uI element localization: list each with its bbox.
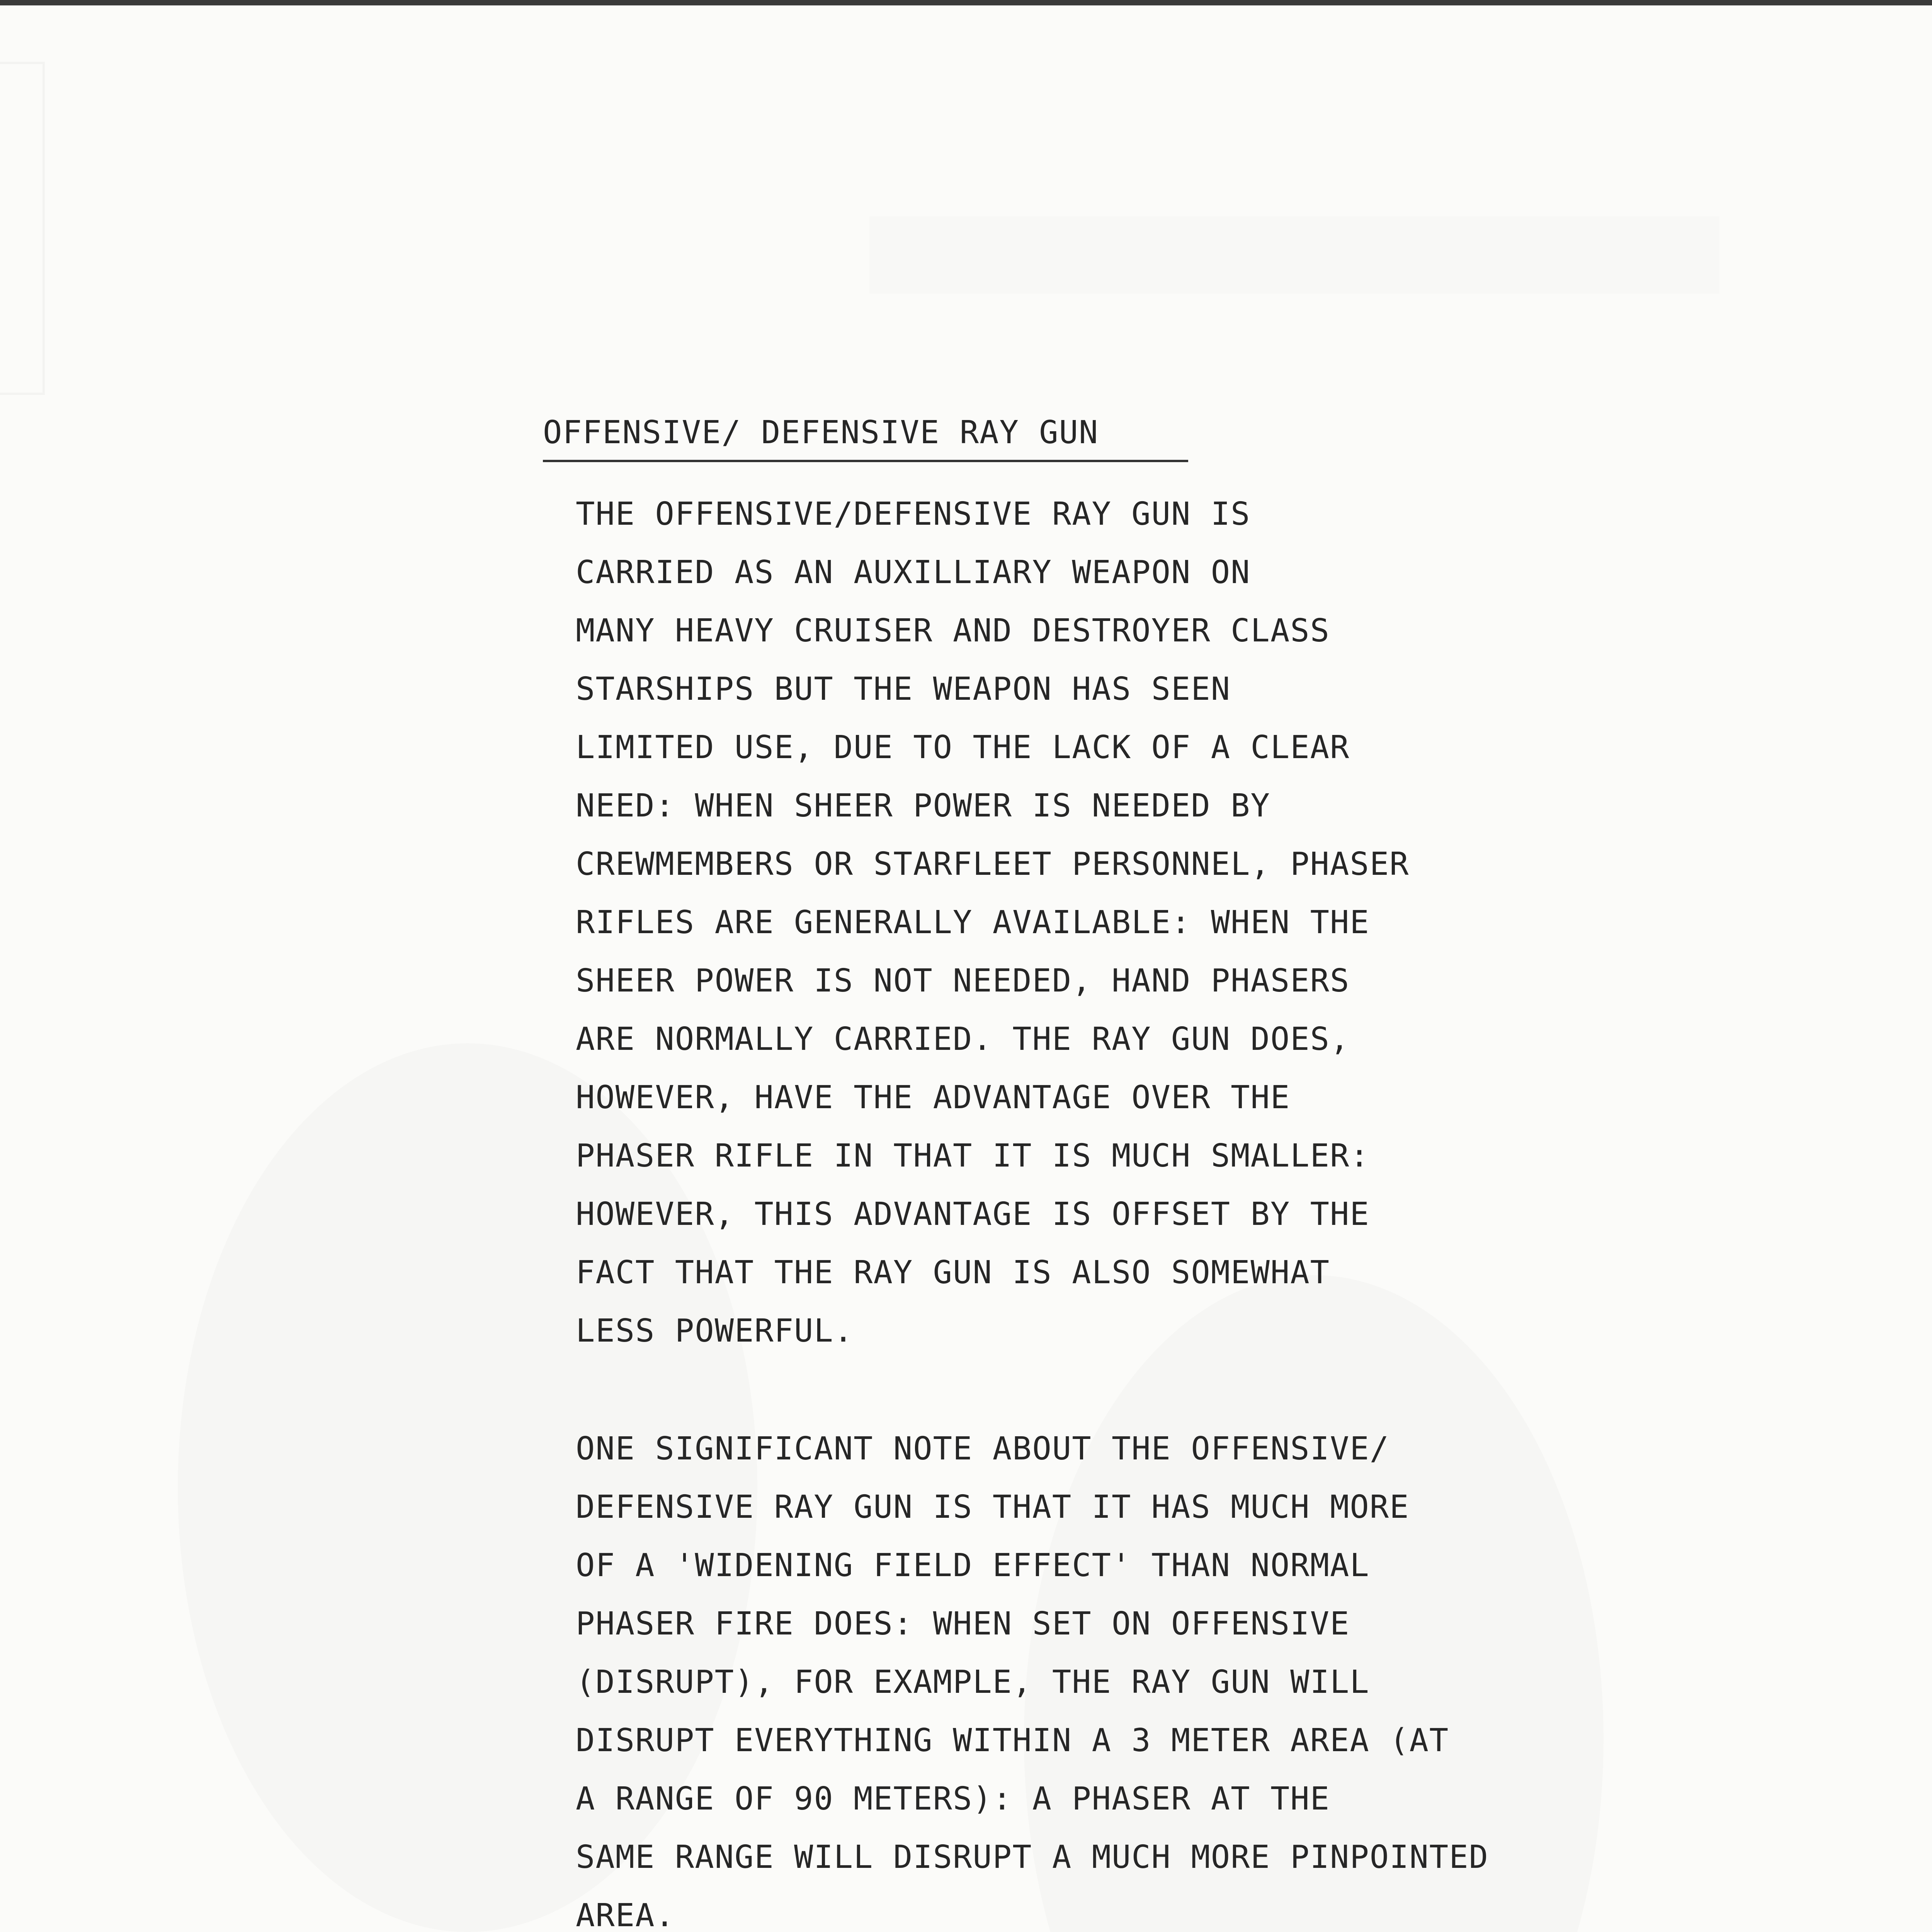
- text-line: LESS POWERFUL.: [576, 1313, 854, 1349]
- paragraph-2: [576, 1420, 1489, 1932]
- text-line: ONE SIGNIFICANT NOTE ABOUT THE OFFENSIVE/: [576, 1430, 1390, 1467]
- bleed-through-shape: [869, 216, 1719, 294]
- text-line: A RANGE OF 90 METERS): A PHASER AT THE: [576, 1781, 1330, 1817]
- text-line: RIFLES ARE GENERALLY AVAILABLE: WHEN THE: [576, 904, 1370, 941]
- text-line: HOWEVER, HAVE THE ADVANTAGE OVER THE: [576, 1079, 1291, 1116]
- text-line: DEFENSIVE RAY GUN IS THAT IT HAS MUCH MORE: [576, 1489, 1410, 1526]
- text-line: SAME RANGE WILL DISRUPT A MUCH MORE PINPOINTED: [576, 1839, 1489, 1876]
- text-line: (DISRUPT), FOR EXAMPLE, THE RAY GUN WILL: [576, 1664, 1370, 1701]
- text-line: CREWMEMBERS OR STARFLEET PERSONNEL, PHASER: [576, 846, 1410, 883]
- text-line: STARSHIPS BUT THE WEAPON HAS SEEN: [576, 671, 1231, 707]
- scan-top-edge: [0, 0, 1932, 5]
- text-line: PHASER RIFLE IN THAT IT IS MUCH SMALLER:: [576, 1138, 1370, 1174]
- text-line: AREA.: [576, 1897, 675, 1932]
- text-line: HOWEVER, THIS ADVANTAGE IS OFFSET BY THE: [576, 1196, 1370, 1233]
- text-line: SHEER POWER IS NOT NEEDED, HAND PHASERS: [576, 963, 1350, 999]
- text-line: NEED: WHEN SHEER POWER IS NEEDED BY: [576, 787, 1270, 824]
- paragraph-1: [576, 485, 1409, 1360]
- text-line: CARRIED AS AN AUXILLIARY WEAPON ON: [576, 554, 1251, 591]
- document-heading: OFFENSIVE/ DEFENSIVE RAY GUN: [543, 414, 1099, 451]
- text-line: PHASER FIRE DOES: WHEN SET ON OFFENSIVE: [576, 1605, 1350, 1642]
- text-line: MANY HEAVY CRUISER AND DESTROYER CLASS: [576, 612, 1330, 649]
- text-line: LIMITED USE, DUE TO THE LACK OF A CLEAR: [576, 729, 1350, 766]
- heading-underline: [543, 460, 1188, 462]
- bleed-through-shape: [0, 62, 45, 395]
- text-line: OF A 'WIDENING FIELD EFFECT' THAN NORMAL: [576, 1547, 1370, 1584]
- text-line: ARE NORMALLY CARRIED. THE RAY GUN DOES,: [576, 1021, 1350, 1058]
- text-line: THE OFFENSIVE/DEFENSIVE RAY GUN IS: [576, 496, 1251, 532]
- text-line: DISRUPT EVERYTHING WITHIN A 3 METER AREA (AT: [576, 1722, 1449, 1759]
- text-line: FACT THAT THE RAY GUN IS ALSO SOMEWHAT: [576, 1254, 1330, 1291]
